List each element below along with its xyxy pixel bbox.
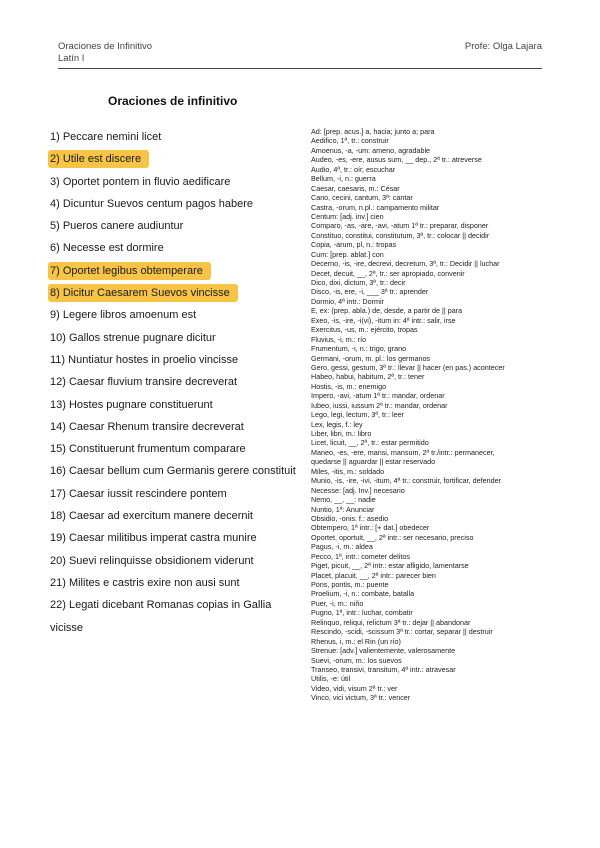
vocabulary-list — [311, 127, 551, 703]
sentence-text: 19) Caesar militibus imperat castra munire — [50, 532, 257, 545]
sentence-text: 18) Caesar ad exercitum manere decernit — [50, 510, 253, 523]
vocab-entry: Strenue: [adv.] valientemente, valerosamente — [311, 646, 456, 656]
sentence-list — [50, 126, 298, 639]
vocab-entry: Liber, libri, m.: libro — [311, 429, 372, 438]
vocab-entry: Transeo, transivi, transitum, 4ª intr.: atravesar — [311, 664, 456, 674]
vocab-entry: Pagus, -i, m.: aldea — [311, 542, 373, 552]
vocab-entry: Obsidio, -onis. f.: asedio — [311, 513, 389, 523]
vocab-entry: Comparo, -as, -are, -avi, -atum 1ª tr.: preparar, disponer — [311, 221, 489, 231]
sentence-item — [50, 483, 298, 505]
vocab-entry: Proelium, -i, n.: combate, batalla — [311, 589, 415, 599]
vocab-entry: Disco, -is, ere, -i, ___ 3ª tr.: aprender — [311, 287, 429, 297]
sentence-item — [50, 237, 298, 259]
vocab-entry: Dormio, 4ª intr.: Dormir — [311, 296, 384, 306]
sentence-item — [50, 148, 298, 170]
sentence-text: 13) Hostes pugnare constituerunt — [50, 398, 213, 411]
sentence-text: 17) Caesar iussit rescindere pontem — [50, 487, 227, 500]
vocab-entry: Decet, decuit, __, 2ª, tr.: ser apropiado, convenir — [311, 268, 465, 278]
vocab-entry: Castra, -orum, n.pl.: campamento militar — [311, 202, 440, 212]
sentence-item — [50, 550, 298, 572]
sentence-text: 12) Caesar fluvium transire decreverat — [50, 376, 238, 389]
vocab-entry: Dico, dixi, dictum, 3ª, tr.: decir — [311, 278, 406, 287]
sentence-text: 11) Nuntiatur hostes in proelio vincisse — [50, 353, 239, 366]
vocab-entry: Cano, cecini, cantum, 3ª: cantar — [311, 193, 413, 203]
vocab-entry: Impero, -avi, -atum 1ª tr.: mandar, ordenar — [311, 391, 445, 401]
vocab-entry: Piget, picuit, __, 2ª intr.: estar afligido, lamentarse — [311, 561, 469, 571]
sentence-item — [50, 193, 298, 215]
vocab-entry: Pons, pontis, m.: puente — [311, 580, 389, 589]
sentence-item — [50, 594, 298, 639]
vocab-entry: Copia, -arum, pl, n.: tropas — [311, 240, 397, 250]
vocab-entry: Aedifico, 1ª, tr.: construir — [311, 136, 389, 146]
vocab-entry: Lex, legis, f.: ley — [311, 419, 363, 429]
vocab-entry: Fluvius, -i, m.: río — [311, 334, 367, 344]
sentence-text: 10) Gallos strenue pugnare dicitur — [50, 331, 216, 344]
vocab-entry: Nemo, __, __: nadie — [311, 495, 376, 505]
vocab-entry: Licet, licuit, __, 2ª, tr.: estar permitido — [311, 438, 429, 448]
document-title: Oraciones de infinitivo — [108, 94, 238, 108]
sentence-text: 9) Legere libros amoenum est — [50, 309, 197, 322]
vocab-entry: Maneo, -es, -ere, mansi, mansum, 2ª tr./intr.: permanecer, — [311, 447, 495, 457]
sentence-text: 22) Legati dicebant Romanas copias in Gallia vicisse — [50, 599, 272, 634]
vocab-entry: Pecco, 1ª, intr.: cometer delitos — [311, 551, 410, 561]
vocab-entry: Munio, -is, -ire, -ivi, -itum, 4ª tr.: construir, fortificar, defender — [311, 476, 501, 486]
highlighted-sentence-text: 2) Utile est discere — [48, 150, 149, 168]
vocab-entry: Utilis, -e: útil — [311, 674, 351, 684]
vocab-entry: Frumentum, -i, n.: trigo, grano — [311, 344, 407, 354]
vocab-entry: Exeo, -is, -ire, -i(vi), -itum in: 4ª intr.: salir, irse — [311, 315, 456, 325]
vocab-entry: Hostis, -is, m.: enemigo — [311, 381, 387, 391]
sentence-item — [50, 171, 298, 193]
sentence-item — [50, 215, 298, 237]
vocab-entry: Placet, placuit, __, 2ª intr.: parecer bien — [311, 570, 436, 580]
vocab-entry: Lego, legi, lectum, 3ª, tr.: leer — [311, 410, 404, 420]
highlighted-sentence-text: 8) Dicitur Caesarem Suevos vincisse — [48, 284, 238, 302]
header-left — [58, 41, 152, 65]
sentence-item — [50, 371, 298, 393]
vocab-entry: Video, vidi, visum 2ª tr.: ver — [311, 683, 398, 693]
vocab-entry: Gero, gessi, gestum, 3ª tr.: llevar || hacer (en pas.) acontecer — [311, 362, 505, 372]
sentence-item — [50, 416, 298, 438]
sentence-text: 20) Suevi relinquisse obsidionem viderunt — [50, 554, 254, 567]
vocab-entry: quedarse || aguardar || estar reservado — [311, 457, 436, 467]
vocab-entry: Amoenus, -a, -um: ameno, agradable — [311, 145, 431, 155]
sentence-text: 21) Milites e castris exire non ausi sunt — [50, 576, 240, 589]
sentence-text: 4) Dicuntur Suevos centum pagos habere — [50, 197, 254, 210]
vocab-entry: Centum: [adj. inv.] cien — [311, 211, 384, 221]
vocab-entry: Rescindo, -scidi, -scissum 3ª tr.: cortar, separar || destruir — [311, 627, 493, 637]
sentence-item — [50, 572, 298, 594]
vocab-entry: Puer, -i, m.: niño — [311, 598, 364, 608]
vocab-entry: Iubeo, iussi, iussum 2ª tr.: mandar, ordenar — [311, 400, 448, 410]
vocab-entry: Audio, 4ª, tr.: oír, escuchar — [311, 164, 396, 174]
vocab-entry: Bellum, -i, n.: guerra — [311, 174, 376, 184]
vocab-entry: Constituo, constitui, constitutum, 3ª, tr.: colocar || decidir — [311, 230, 490, 240]
sentence-item — [50, 527, 298, 549]
vocab-entry: Pugno, 1ª, intr.: luchar, combatir — [311, 608, 413, 618]
vocab-entry: Germani, -orum, m. pl.: los germanos — [311, 353, 431, 363]
sentence-item — [50, 349, 298, 371]
page-header — [58, 40, 542, 69]
vocab-entry: Cum: [prep. ablat.] con — [311, 249, 384, 259]
vocab-entry: Rhenus, i, m.: el Rin (un río) — [311, 636, 401, 646]
sentence-item — [50, 438, 298, 460]
vocab-entry: Obtempero, 1ª intr.: [+ dat.] obedecer — [311, 523, 430, 533]
sentence-item — [50, 304, 298, 326]
sentence-item — [50, 327, 298, 349]
vocab-entry: Vinco, vici victum, 3ª tr.: vencer — [311, 693, 411, 703]
vocab-entry: Habeo, habui, habitum, 2ª, tr.: tener — [311, 372, 425, 382]
sentence-item — [50, 260, 298, 282]
teacher-name: Profe: Olga Lajara — [464, 41, 542, 52]
vocab-entry: Miles, -itis, m.: soldado — [311, 466, 385, 476]
vocab-entry: Exercitus, -us, m.: ejército, tropas — [311, 325, 418, 335]
sentence-text: 3) Oportet pontem in fluvio aedificare — [50, 175, 231, 188]
course-title: Oraciones de Infinitivo — [58, 41, 152, 52]
vocab-entry: Suevi, -orum, m.: los suevos — [311, 655, 402, 665]
sentence-text: 14) Caesar Rhenum transire decreverat — [50, 420, 244, 433]
vocab-entry: Audeo, -es, -ere, ausus sum, __ dep., 2ª tr.: atreverse — [311, 155, 482, 165]
sentence-item — [50, 460, 298, 482]
course-level: Latín I — [58, 53, 85, 64]
vocab-entry: E, ex: (prep. abla.) de, desde, a partir de || para — [311, 306, 463, 316]
sentence-text: 16) Caesar bellum cum Germanis gerere constituit — [50, 465, 296, 478]
sentence-text: 15) Constituerunt frumentum comparare — [50, 443, 246, 456]
sentence-text: 5) Pueros canere audiuntur — [50, 220, 184, 233]
vocab-entry: Necesse: [adj. Inv.] necesario — [311, 485, 405, 495]
sentence-item — [50, 394, 298, 416]
vocab-entry: Decerno, -is, -ire, decrevi, decretum, 3ª, tr.: Decidir || luchar — [311, 259, 500, 269]
highlighted-sentence-text: 7) Oportet legibus obtemperare — [48, 262, 211, 280]
sentence-text: 1) Peccare nemini licet — [50, 131, 162, 143]
vocab-entry: Nuntio, 1ª: Anunciar — [311, 504, 375, 514]
sentence-item — [50, 505, 298, 527]
sentence-text: 6) Necesse est dormire — [50, 242, 164, 255]
vocab-entry: Oportet, oportuit, __, 2ª intr.: ser necesario, preciso — [311, 532, 474, 542]
sentence-item — [50, 282, 298, 304]
sentence-item — [50, 126, 298, 148]
vocab-entry: Caesar, caesaris, m.: César — [311, 183, 400, 193]
vocab-entry: Ad: [prep. acus.] a, hacia; junto a; para — [311, 127, 435, 136]
vocab-entry: Relinquo, reliqui, relictum 3ª tr.: dejar || abandonar — [311, 617, 471, 627]
